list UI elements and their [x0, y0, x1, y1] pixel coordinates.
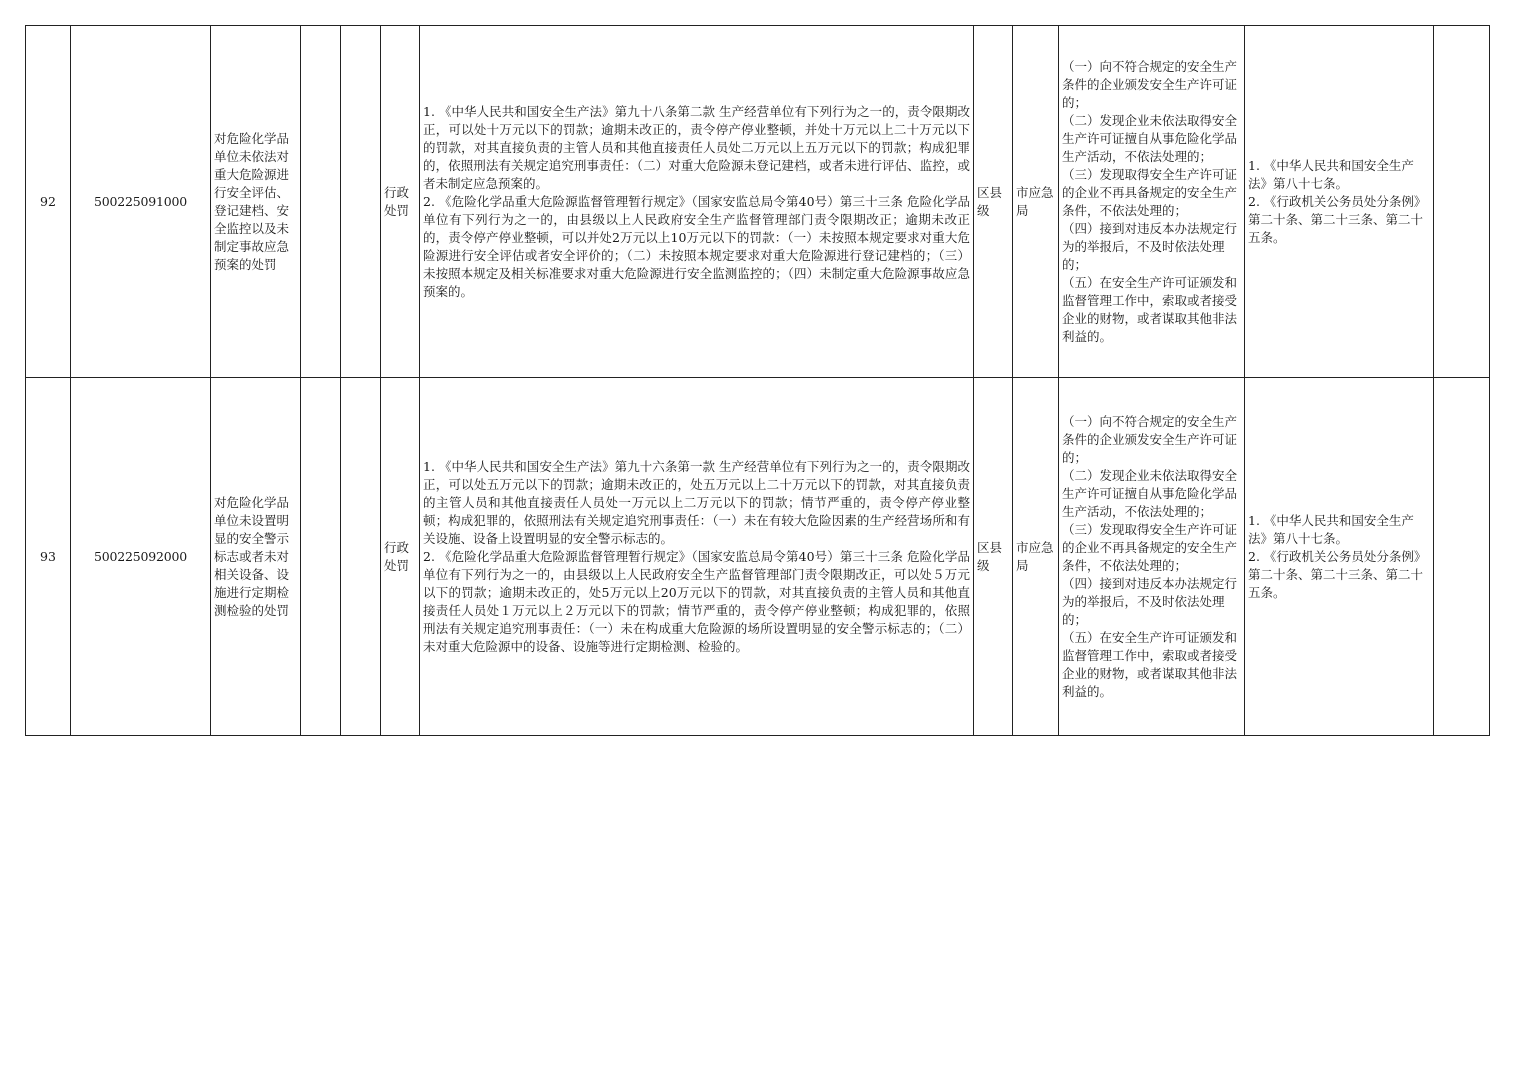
- accountability-item: 2. 《行政机关公务员处分条例》第二十条、第二十三条、第二十五条。: [1248, 548, 1427, 600]
- duty-item: （三）发现取得安全生产许可证的企业不再具备规定的安全生产条件，不依法处理的；: [1062, 166, 1238, 218]
- accountability-item: 2. 《行政机关公务员处分条例》第二十条、第二十三条、第二十五条。: [1248, 193, 1427, 245]
- duty-item: （五）在安全生产许可证颁发和监督管理工作中，索取或者接受企业的财物，或者谋取其他非法利益的。: [1062, 274, 1238, 344]
- accountability-item: 1. 《中华人民共和国安全生产法》第八十七条。: [1248, 512, 1414, 546]
- table-row: [26, 26, 1490, 378]
- table-row: [26, 378, 1490, 736]
- remark-cell: [1434, 378, 1490, 736]
- power-type: 行政处罚: [381, 26, 420, 378]
- exercise-level: 区县级: [974, 26, 1013, 378]
- sub-item-cell: [301, 26, 341, 378]
- power-list-table: [25, 25, 1490, 736]
- item-code: 500225091000: [71, 26, 211, 378]
- remark-cell: [1434, 26, 1490, 378]
- duty-item: （二）发现企业未依法取得安全生产许可证擅自从事危险化学品生产活动，不依法处理的；: [1062, 112, 1238, 164]
- power-type: 行政处罚: [381, 378, 420, 736]
- accountability-basis: [1245, 378, 1434, 736]
- duty-item: （一）向不符合规定的安全生产条件的企业颁发安全生产许可证的；: [1062, 413, 1238, 465]
- duty-item: （二）发现企业未依法取得安全生产许可证擅自从事危险化学品生产活动，不依法处理的；: [1062, 467, 1238, 519]
- legal-basis-item: 1. 《中华人民共和国安全生产法》第九十八条第二款 生产经营单位有下列行为之一的，责令限期改正，可以处十万元以下的罚款；逾期未改正的，责令停产停业整顿，并处十万元以上二十万元以下的罚款，对其直接负责的主管人员和其他直接责任人员处二万元以上五万元以下的罚款；构成犯罪的，依照刑法有关规定追究刑事责任：（二）对重大危险源未登记建档，或者未进行评估、监控，或者未制定应急预案的。: [423, 103, 970, 191]
- duty-item: （四）接到对违反本办法规定行为的举报后，不及时依法处理的；: [1062, 220, 1238, 272]
- duty-item: （三）发现取得安全生产许可证的企业不再具备规定的安全生产条件，不依法处理的；: [1062, 521, 1238, 573]
- item-name: 对危险化学品单位未依法对重大危险源进行安全评估、登记建档、安全监控以及未制定事故应急预案的处罚: [211, 26, 301, 378]
- duty-list: [1059, 378, 1245, 736]
- row-number: 93: [26, 378, 71, 736]
- legal-basis-item: 2. 《危险化学品重大危险源监督管理暂行规定》（国家安监总局令第40号）第三十三条 危险化学品单位有下列行为之一的，由县级以上人民政府安全生产监督管理部门责令限期改正；逾期未改正的，责令停产停业整顿，可以并处2万元以上10万元以下的罚款：（一）未按照本规定要求对重大危险源进行安全评估或者安全评价的；（二）未按照本规定要求对重大危险源进行登记建档的；（三）未按照本规定及相关标准要求对重大危险源进行安全监测监控的；（四）未制定重大危险源事故应急预案的。: [423, 193, 970, 299]
- accountability-basis: [1245, 26, 1434, 378]
- accountability-item: 1. 《中华人民共和国安全生产法》第八十七条。: [1248, 157, 1414, 191]
- legal-basis: [420, 26, 974, 378]
- row-number: 92: [26, 26, 71, 378]
- duty-item: （四）接到对违反本办法规定行为的举报后，不及时依法处理的；: [1062, 575, 1238, 627]
- sub-item-code-cell: [341, 26, 381, 378]
- duty-item: （五）在安全生产许可证颁发和监督管理工作中，索取或者接受企业的财物，或者谋取其他非法利益的。: [1062, 629, 1238, 699]
- legal-basis-item: 1. 《中华人民共和国安全生产法》第九十六条第一款 生产经营单位有下列行为之一的，责令限期改正，可以处五万元以下的罚款；逾期未改正的，处五万元以上二十万元以下的罚款，对其直接负责的主管人员和其他直接责任人员处一万元以上二万元以下的罚款；情节严重的，责令停产停业整顿；构成犯罪的，依照刑法有关规定追究刑事责任：（一）未在有较大危险因素的生产经营场所和有关设施、设备上设置明显的安全警示标志的。: [423, 458, 970, 546]
- department: 市应急局: [1013, 378, 1059, 736]
- item-name: 对危险化学品单位未设置明显的安全警示标志或者未对相关设备、设施进行定期检测检验的处罚: [211, 378, 301, 736]
- sub-item-cell: [301, 378, 341, 736]
- department: 市应急局: [1013, 26, 1059, 378]
- sub-item-code-cell: [341, 378, 381, 736]
- legal-basis-item: 2. 《危险化学品重大危险源监督管理暂行规定》（国家安监总局令第40号）第三十三条 危险化学品单位有下列行为之一的，由县级以上人民政府安全生产监督管理部门责令限期改正，可以处５万元以下的罚款；逾期未改正的，处5万元以上20万元以下的罚款，对其直接负责的主管人员和其他直接责任人员处１万元以上２万元以下的罚款；情节严重的，责令停产停业整顿；构成犯罪的，依照刑法有关规定追究刑事责任：（一）未在构成重大危险源的场所设置明显的安全警示标志的；（二）未对重大危险源中的设备、设施等进行定期检测、检验的。: [423, 548, 970, 654]
- legal-basis: [420, 378, 974, 736]
- duty-item: （一）向不符合规定的安全生产条件的企业颁发安全生产许可证的；: [1062, 58, 1238, 110]
- item-code: 500225092000: [71, 378, 211, 736]
- duty-list: [1059, 26, 1245, 378]
- exercise-level: 区县级: [974, 378, 1013, 736]
